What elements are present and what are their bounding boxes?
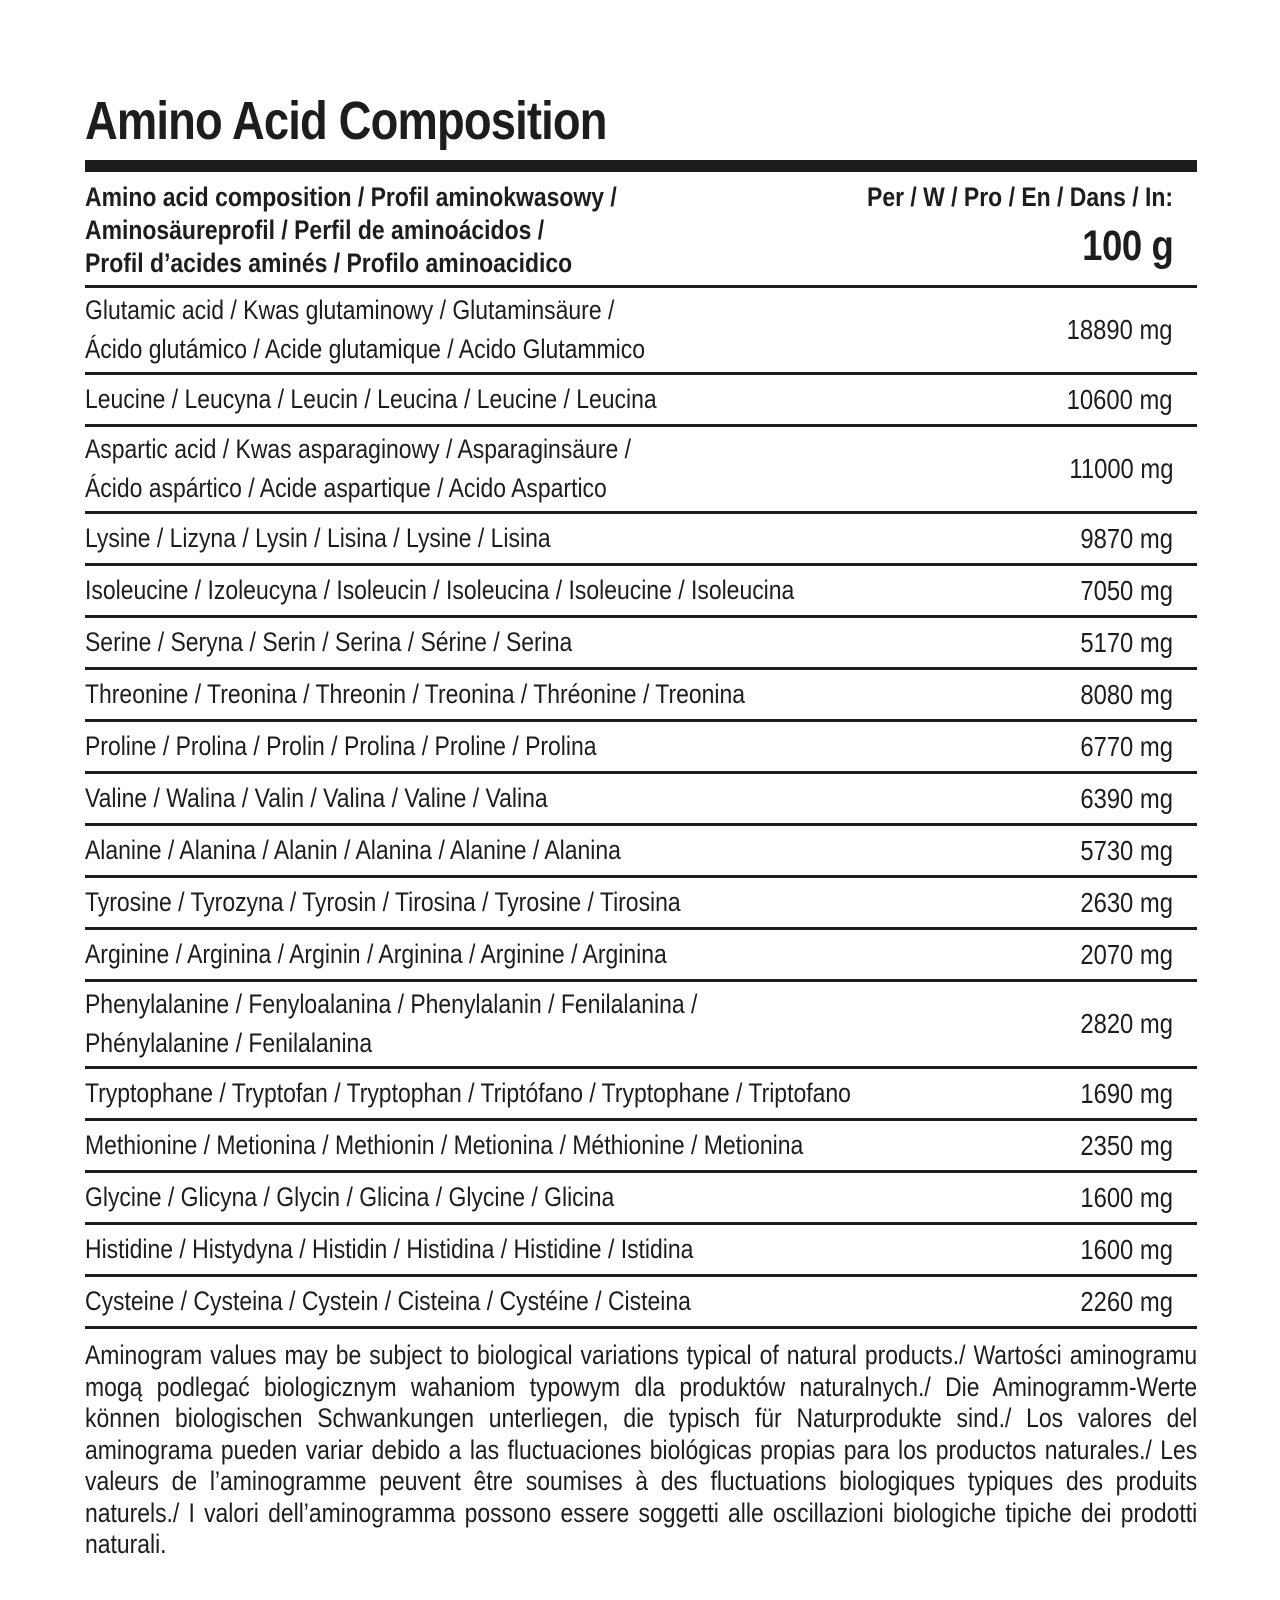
header-name-line-text: Profil d’acides aminés / Profilo aminoacidico <box>85 248 573 278</box>
row-name <box>85 985 805 1063</box>
row-name <box>85 935 769 974</box>
row-name <box>85 623 658 662</box>
row-value-text: 10600 mg <box>1067 383 1173 415</box>
row-name-line <box>85 1126 930 1165</box>
row-name-line <box>85 1074 986 1113</box>
row-name-line-text: Ácido aspártico / Acide aspartique / Acido Aspartico <box>85 473 607 503</box>
row-value-text: 2260 mg <box>1080 1285 1173 1317</box>
table-header <box>85 172 1197 288</box>
row-name <box>85 291 744 369</box>
row-value <box>1064 523 1173 555</box>
row-name-line <box>85 985 805 1024</box>
row-name <box>85 1282 798 1321</box>
row-value <box>1064 1182 1173 1214</box>
row-value <box>1064 627 1173 659</box>
title-rule <box>85 160 1197 172</box>
row-name-line <box>85 675 862 714</box>
row-value <box>1048 384 1173 416</box>
row-name-line-text: Glycine / Glicyna / Glycin / Glicina / Glycine / Glicina <box>85 1182 615 1212</box>
row-name-line-text: Glutamic acid / Kwas glutaminowy / Glutaminsäure / <box>85 295 615 325</box>
row-value <box>1064 1234 1173 1266</box>
row-value-text: 9870 mg <box>1080 522 1173 554</box>
row-name <box>85 430 727 508</box>
row-name-line-text: Arginine / Arginina / Arginin / Arginina / Arginine / Arginina <box>85 939 667 969</box>
row-name-line-text: Serine / Seryna / Serin / Serina / Sérine / Serina <box>85 627 573 657</box>
row-name <box>85 1230 801 1269</box>
row-name-line-text: Alanine / Alanina / Alanin / Alanina / Alanine / Alanina <box>85 835 621 865</box>
table-row <box>85 427 1197 514</box>
row-value-text: 6390 mg <box>1080 782 1173 814</box>
per-label-text: Per / W / Pro / En / Dans / In: <box>866 182 1173 212</box>
row-value-text: 18890 mg <box>1067 314 1173 345</box>
row-name-line <box>85 519 633 558</box>
header-name-line-text: Amino acid composition / Profil aminokwasowy / <box>85 182 617 212</box>
row-name-line <box>85 623 658 662</box>
table-row <box>85 1225 1197 1277</box>
row-value <box>1051 453 1173 485</box>
row-name-line <box>85 935 769 974</box>
row-name <box>85 779 629 818</box>
row-name <box>85 519 633 558</box>
header-name-line-text: Aminosäureprofil / Perfil de aminoácidos / <box>85 215 545 245</box>
row-name-line <box>85 883 786 922</box>
row-name-line-text: Cysteine / Cysteina / Cystein / Cisteina / Cystéine / Cisteina <box>85 1286 691 1316</box>
table-row <box>85 1069 1197 1121</box>
row-name-line <box>85 330 744 369</box>
footnote <box>85 1340 1197 1561</box>
table-row <box>85 566 1197 618</box>
row-value <box>1064 575 1173 607</box>
table-row <box>85 982 1197 1069</box>
row-name-line <box>85 1178 708 1217</box>
page-title <box>85 91 1197 151</box>
row-value <box>1064 835 1173 867</box>
row-name-line-text: Aspartic acid / Kwas asparaginowy / Asparaginsäure / <box>85 434 631 464</box>
row-name-line-text: Valine / Walina / Valin / Valina / Valine / Valina <box>85 783 548 813</box>
row-value-text: 1600 mg <box>1080 1233 1173 1265</box>
column-header-per-amount <box>813 181 1173 270</box>
row-name-line-text: Proline / Prolina / Prolin / Prolina / Proline / Prolina <box>85 731 597 761</box>
row-value-text: 2070 mg <box>1080 938 1173 970</box>
table-row <box>85 670 1197 722</box>
row-value-text: 5170 mg <box>1080 626 1173 658</box>
row-value-text: 11000 mg <box>1068 453 1173 484</box>
table-row <box>85 1173 1197 1225</box>
table-row <box>85 1121 1197 1173</box>
row-name <box>85 883 786 922</box>
row-name <box>85 1178 708 1217</box>
row-name-line <box>85 469 727 508</box>
row-value-text: 2630 mg <box>1080 886 1173 918</box>
row-value <box>1064 1286 1173 1318</box>
table-row <box>85 375 1197 427</box>
row-value <box>1064 731 1173 763</box>
row-name-line <box>85 571 919 610</box>
row-value <box>1064 1130 1173 1162</box>
row-value <box>1064 939 1173 971</box>
row-value-text: 2350 mg <box>1080 1129 1173 1161</box>
row-value <box>1048 314 1173 346</box>
row-name <box>85 831 715 870</box>
footnote-text: Aminogram values may be subject to biological variations typical of natural products./ Wartości aminogramu mogą podlegać biologicznym wahaniom typowym dla produktów naturalnych./ Die Aminogramm-Werte können biologischen Schwankungen unterliegen, die typisch für Naturprodukte sind./ Los valores del aminograma pueden variar debido a las fluctuaciones biológicas propias para los productos naturales./ Les valeurs de l’aminogramme peuvent être soumises à des fluctuations biologiques typiques des produits naturels./ I valori dell’aminogramma possono essere soggetti alle oscillazioni biologiche tipiche dei prodotti naturali. <box>85 1340 1198 1559</box>
row-value <box>1064 887 1173 919</box>
per-amount-text: 100 g <box>1081 222 1173 270</box>
row-name-line-text: Phenylalanine / Fenyloalanina / Phenylalanin / Fenilalanina / <box>85 989 698 1019</box>
row-value <box>1064 783 1173 815</box>
table-row <box>85 930 1197 982</box>
row-name-line-text: Leucine / Leucyna / Leucin / Leucina / Leucine / Leucina <box>85 384 657 414</box>
row-value-text: 1600 mg <box>1080 1181 1173 1213</box>
row-name <box>85 1126 930 1165</box>
row-value-text: 1690 mg <box>1080 1077 1173 1109</box>
row-name <box>85 380 757 419</box>
table-row <box>85 878 1197 930</box>
table-row <box>85 1277 1197 1329</box>
per-amount <box>813 222 1173 270</box>
amino-acid-table-body <box>85 288 1197 1329</box>
row-value-text: 2820 mg <box>1080 1008 1173 1039</box>
row-name-line <box>85 1282 798 1321</box>
row-value <box>1064 1078 1173 1110</box>
row-name-line <box>85 380 757 419</box>
table-row <box>85 826 1197 878</box>
row-name-line-text: Phénylalanine / Fenilalanina <box>85 1028 373 1058</box>
row-name-line <box>85 727 687 766</box>
row-name-line <box>85 430 727 469</box>
row-value <box>1064 1008 1173 1040</box>
row-value-text: 7050 mg <box>1080 574 1173 606</box>
table-row <box>85 618 1197 670</box>
row-name-line-text: Ácido glutámico / Acide glutamique / Acido Glutammico <box>85 334 646 364</box>
row-value <box>1064 679 1173 711</box>
row-name-line-text: Histidine / Histydyna / Histidin / Histidina / Histidine / Istidina <box>85 1234 694 1264</box>
row-name-line <box>85 831 715 870</box>
row-name <box>85 1074 986 1113</box>
table-row <box>85 774 1197 826</box>
per-label <box>813 181 1173 214</box>
row-name-line-text: Isoleucine / Izoleucyna / Isoleucin / Isoleucina / Isoleucine / Isoleucina <box>85 575 795 605</box>
nutrition-label <box>85 0 1197 1561</box>
row-name-line <box>85 779 629 818</box>
table-row <box>85 722 1197 774</box>
row-name <box>85 727 687 766</box>
row-name-line-text: Lysine / Lizyna / Lysin / Lisina / Lysine / Lisina <box>85 523 551 553</box>
row-name-line-text: Methionine / Metionina / Methionin / Metionina / Méthionine / Metionina <box>85 1130 804 1160</box>
row-name-line-text: Tyrosine / Tyrozyna / Tyrosin / Tirosina / Tyrosine / Tirosina <box>85 887 681 917</box>
row-name-line <box>85 1024 805 1063</box>
row-name-line <box>85 291 744 330</box>
row-name-line <box>85 1230 801 1269</box>
table-row <box>85 288 1197 375</box>
row-value-text: 8080 mg <box>1080 678 1173 710</box>
page-title-text: Amino Acid Composition <box>85 91 607 151</box>
row-name-line-text: Threonine / Treonina / Threonin / Treonina / Thréonine / Treonina <box>85 679 746 709</box>
row-name <box>85 675 862 714</box>
row-value-text: 6770 mg <box>1080 730 1173 762</box>
row-name-line-text: Tryptophane / Tryptofan / Tryptophan / Triptófano / Tryptophane / Triptofano <box>85 1078 851 1108</box>
table-row <box>85 514 1197 566</box>
row-name <box>85 571 919 610</box>
row-value-text: 5730 mg <box>1080 834 1173 866</box>
